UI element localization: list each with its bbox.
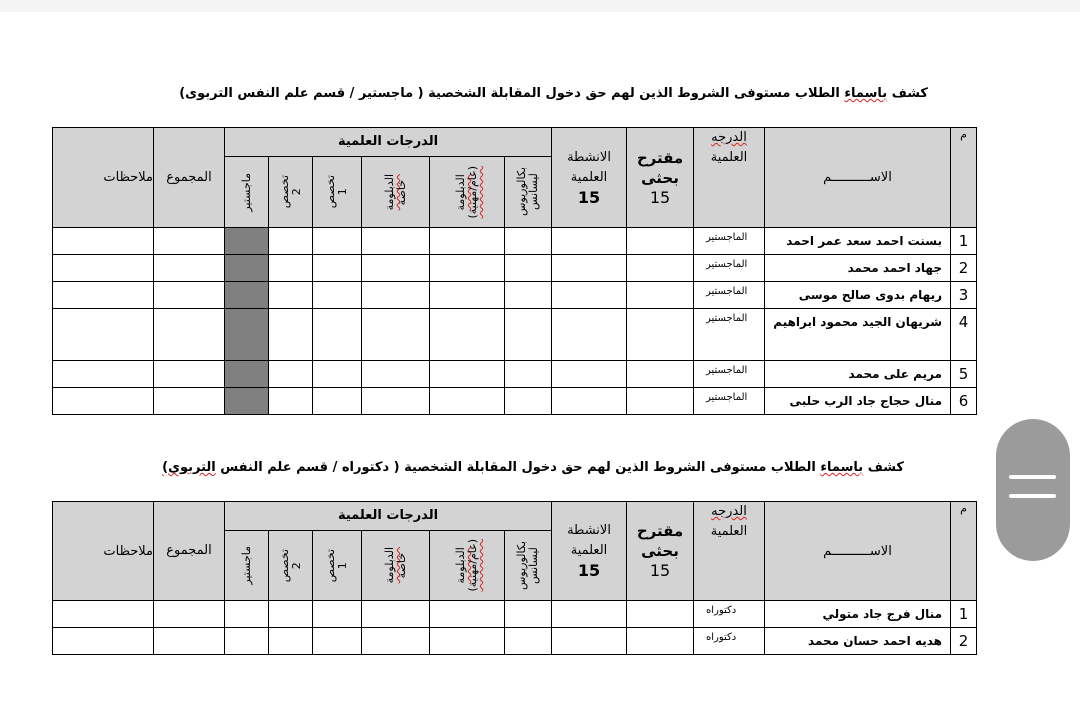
spec2-cell[interactable] [269,388,313,415]
row-number: 4 [951,309,977,361]
table-row [53,228,977,255]
spec2-label-2: 2 [289,188,303,196]
diploma-prof-label-2: (عام/مهنية) [466,539,479,592]
diploma-prof-cell[interactable] [430,628,505,655]
spec1-cell[interactable] [313,282,362,309]
diploma-special-cell[interactable] [362,255,430,282]
degree-header-line2: العلمية [710,150,748,165]
diploma-special-cell[interactable] [362,309,430,361]
col-degree-header [694,502,765,601]
total-cell[interactable] [154,228,225,255]
activities-max: 15 [577,561,601,580]
diploma-special-cell[interactable] [362,628,430,655]
activities-header-line1: الانشطة [567,149,611,165]
diploma-special-label-1: الدبلومة [382,173,396,211]
row-number: 2 [951,255,977,282]
notes-cell[interactable] [53,228,154,255]
diploma-prof-label-1: الدبلومة [454,547,467,584]
research-max: 15 [649,561,671,580]
table-row [53,628,977,655]
notes-cell[interactable] [53,601,154,628]
spec1-label-2: 1 [336,188,349,196]
student-name: هديه احمد حسان محمد [765,628,951,655]
title-text: الطلاب مستوفى الشروط الذين لهم حق دخول المقابلة الشخصية ( ماجستير / قسم علم النفس التربوى) [179,86,840,101]
total-cell[interactable] [154,309,225,361]
title-text: الطلاب مستوفى الشروط الذين لهم حق دخول المقابلة الشخصية ( دكتوراه / قسم علم النفس [220,460,816,475]
bachelor-label-2: ليسانس [527,173,540,211]
diploma-special-label-1: الدبلومة [382,547,396,584]
col-spec1-header [313,157,362,228]
student-degree: الماجستير [694,361,765,388]
col-bachelor-header [505,157,552,228]
activities-header-line2: العلمية [570,543,608,558]
spec1-label-1: تخصص [324,548,337,583]
activities-score-cell[interactable] [552,282,627,309]
student-name: بسنت احمد سعد عمر احمد [765,228,951,255]
col-name-header: الاســــــــــم [765,502,951,601]
diploma-prof-label-2: (عام/مهنية) [466,165,479,219]
research-score-cell[interactable] [627,309,694,361]
row-number: 3 [951,282,977,309]
bachelor-cell[interactable] [505,628,552,655]
bachelor-label-2: ليسانس [527,547,540,584]
research-score-cell[interactable] [627,361,694,388]
col-activities-header [552,502,627,601]
bachelor-cell[interactable] [505,601,552,628]
activities-header-line1: الانشطة [567,523,611,538]
master-cell-shaded [225,255,269,282]
diploma-special-cell[interactable] [362,361,430,388]
activities-header-line2: العلمية [570,169,608,185]
table-row [53,601,977,628]
master-cell-shaded [225,309,269,361]
row-number: 5 [951,361,977,388]
doctorate-table [52,501,977,655]
spec2-cell[interactable] [269,255,313,282]
diploma-prof-cell[interactable] [430,282,505,309]
bachelor-cell[interactable] [505,282,552,309]
degree-header-line1: الدرجه [711,504,747,519]
col-degree-header [694,128,765,228]
master-cell-shaded [225,361,269,388]
spec2-label-1: تخصص [277,548,291,583]
total-cell[interactable] [154,361,225,388]
col-spec2-header [269,531,313,601]
diploma-prof-label-1: الدبلومة [454,173,467,211]
col-total-header: المجموع [154,128,225,228]
research-header-line2: بحثى [641,542,679,560]
bachelor-cell[interactable] [505,228,552,255]
student-degree: الماجستير [694,282,765,309]
spec2-cell[interactable] [269,601,313,628]
col-diploma-prof-header [430,531,505,601]
col-master-header [225,157,269,228]
diploma-prof-cell[interactable] [430,309,505,361]
notes-cell[interactable] [53,628,154,655]
notes-cell[interactable] [53,255,154,282]
spec2-cell[interactable] [269,282,313,309]
degree-header-line1: الدرجه [711,130,747,145]
diploma-special-label-2: خاصة [394,179,408,205]
table-row [53,282,977,309]
notes-cell[interactable] [53,388,154,415]
research-score-cell[interactable] [627,282,694,309]
bachelor-cell[interactable] [505,388,552,415]
activities-score-cell[interactable] [552,388,627,415]
research-score-cell[interactable] [627,628,694,655]
col-index-header: م [951,502,977,601]
student-name: مريم على محمد [765,361,951,388]
col-diploma-prof-header [430,157,505,228]
bachelor-label-1: بكالوريوس [515,167,528,217]
col-diploma-special-header [362,531,430,601]
col-master-header [225,531,269,601]
title-word-1: كشف [891,86,928,101]
activities-max: 15 [577,187,601,207]
row-number: 6 [951,388,977,415]
sheet-title-doctorate [162,460,904,475]
master-cell[interactable] [225,628,269,655]
title-word-last: التربوى) [162,460,216,475]
row-number: 1 [951,228,977,255]
col-research-header [627,502,694,601]
spec2-cell[interactable] [269,361,313,388]
col-bachelor-header [505,531,552,601]
grades-group-header: الدرجات العلمية [225,502,552,531]
spec1-label-2: 1 [336,562,349,569]
total-cell[interactable] [154,628,225,655]
diploma-special-label-2: خاصة [394,552,408,579]
master-cell-shaded [225,282,269,309]
master-cell[interactable] [225,601,269,628]
bachelor-label-1: بكالوريوس [515,540,528,590]
table-row [53,255,977,282]
spec2-label-2: 2 [289,562,303,569]
activities-score-cell[interactable] [552,628,627,655]
spec1-cell[interactable] [313,228,362,255]
diploma-special-cell[interactable] [362,228,430,255]
diploma-prof-cell[interactable] [430,255,505,282]
spec1-cell[interactable] [313,601,362,628]
table-row [53,309,977,361]
masters-table [52,127,977,415]
col-name-header: الاســــــــــم [765,128,951,228]
title-word-1: كشف [867,460,904,475]
col-notes-header: ملاحظات [53,128,154,228]
col-diploma-special-header [362,157,430,228]
student-degree: الماجستير [694,388,765,415]
research-header-line1: مقترح [636,522,684,540]
notes-cell[interactable] [53,309,154,361]
spec2-cell[interactable] [269,228,313,255]
col-activities-header [552,128,627,228]
col-index-header: م [951,128,977,228]
student-degree: دكتوراه [694,628,765,655]
spec1-cell[interactable] [313,309,362,361]
bachelor-cell[interactable] [505,255,552,282]
spec1-cell[interactable] [313,388,362,415]
diploma-special-cell[interactable] [362,601,430,628]
spec1-cell[interactable] [313,255,362,282]
research-score-cell[interactable] [627,228,694,255]
notes-cell[interactable] [53,282,154,309]
spec1-label-1: تخصص [324,175,337,209]
student-name: منال حجاج جاد الرب حلبى [765,388,951,415]
student-degree: دكتوراه [694,601,765,628]
activities-score-cell[interactable] [552,228,627,255]
total-cell[interactable] [154,255,225,282]
master-label: ماجستير [239,172,253,212]
diploma-prof-cell[interactable] [430,601,505,628]
spec2-label-1: تخصص [277,175,291,209]
bachelor-cell[interactable] [505,309,552,361]
student-name: منال فرج جاد متولي [765,601,951,628]
research-header-line2: بحثى [641,168,679,187]
research-max: 15 [649,187,671,207]
grip-line-icon [1009,494,1056,498]
col-spec1-header [313,531,362,601]
row-number: 2 [951,628,977,655]
sheet-title-masters [179,86,928,101]
diploma-prof-cell[interactable] [430,388,505,415]
research-header-line1: مقترح [636,148,684,167]
master-label: ماجستير [239,546,253,585]
diploma-prof-cell[interactable] [430,228,505,255]
degree-header-line2: العلمية [710,524,748,539]
total-cell[interactable] [154,601,225,628]
title-word-2: باسماء [820,460,864,475]
student-degree: الماجستير [694,228,765,255]
student-name: ريهام بدوى صالح موسى [765,282,951,309]
activities-score-cell[interactable] [552,255,627,282]
total-cell[interactable] [154,388,225,415]
student-name: جهاد احمد محمد [765,255,951,282]
research-score-cell[interactable] [627,601,694,628]
bachelor-cell[interactable] [505,361,552,388]
col-spec2-header [269,157,313,228]
col-total-header: المجموع [154,502,225,601]
row-number: 1 [951,601,977,628]
spec1-cell[interactable] [313,361,362,388]
master-cell-shaded [225,388,269,415]
activities-score-cell[interactable] [552,361,627,388]
grip-line-icon [1009,475,1056,479]
scroll-handle[interactable] [996,419,1070,561]
research-score-cell[interactable] [627,255,694,282]
grades-group-header: الدرجات العلمية [225,128,552,157]
title-word-2: باسماء [844,86,888,101]
student-degree: الماجستير [694,255,765,282]
top-toolbar-strip [0,0,1080,12]
diploma-special-cell[interactable] [362,282,430,309]
spec2-cell[interactable] [269,628,313,655]
spec2-cell[interactable] [269,309,313,361]
research-score-cell[interactable] [627,388,694,415]
table-row [53,361,977,388]
activities-score-cell[interactable] [552,309,627,361]
master-cell-shaded [225,228,269,255]
table-row [53,388,977,415]
activities-score-cell[interactable] [552,601,627,628]
col-research-header [627,128,694,228]
student-degree: الماجستير [694,309,765,361]
diploma-prof-cell[interactable] [430,361,505,388]
total-cell[interactable] [154,282,225,309]
notes-cell[interactable] [53,361,154,388]
spec1-cell[interactable] [313,628,362,655]
student-name: شريهان الجيد محمود ابراهيم [765,309,951,361]
diploma-special-cell[interactable] [362,388,430,415]
col-notes-header: ملاحظات [53,502,154,601]
